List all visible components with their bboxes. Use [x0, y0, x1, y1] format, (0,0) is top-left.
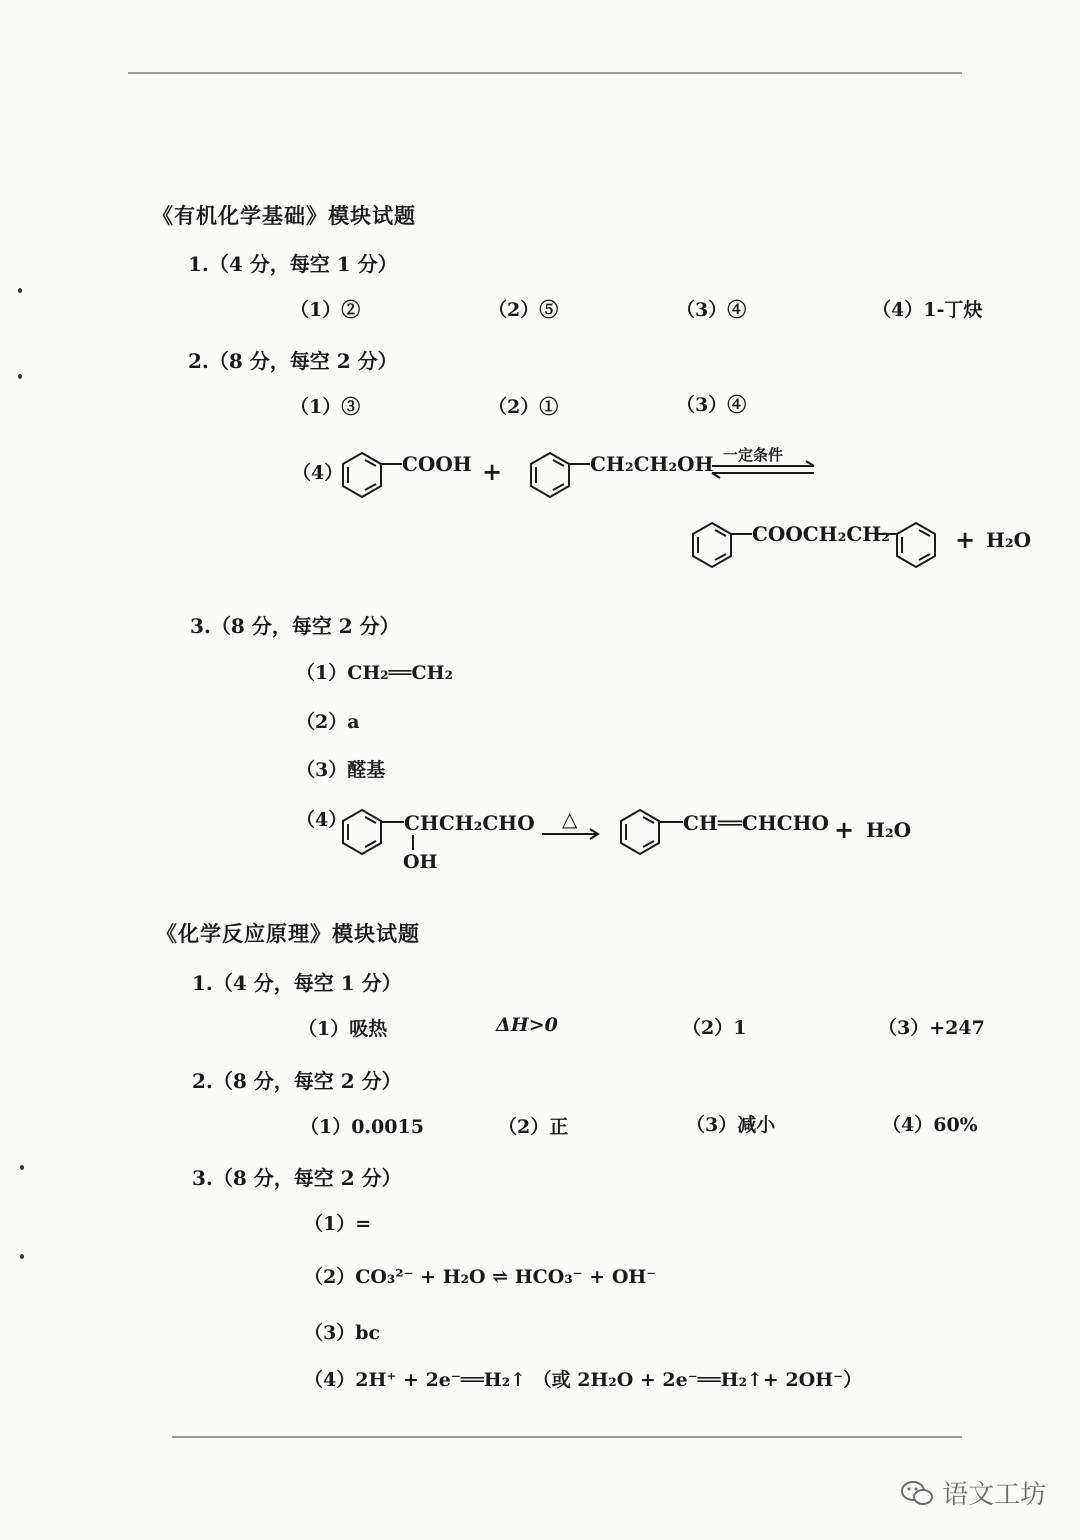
question-header: 1.（4 分，每空 1 分） — [188, 252, 398, 276]
reaction-condition: △ — [562, 807, 578, 831]
product-ester: COOCH₂CH₂ — [752, 522, 890, 546]
plus-sign: + — [482, 457, 503, 486]
module-title-reaction-principles: 《化学反应原理》模块试题 — [156, 921, 420, 946]
byproduct-water: H₂O — [986, 528, 1032, 552]
reaction-label: （4） — [296, 809, 348, 831]
answer: （3）④ — [676, 299, 747, 321]
watermark-text: 语文工坊 — [942, 1480, 1047, 1510]
scan-speck — [18, 288, 22, 293]
question-header: 1.（4 分，每空 1 分） — [192, 971, 402, 995]
benzene-ring-icon — [343, 810, 381, 854]
question-header: 3.（8 分，每空 2 分） — [192, 1166, 402, 1190]
answer: （4）1-丁炔 — [872, 299, 983, 321]
benzene-ring-icon — [343, 453, 381, 497]
question-header: 2.（8 分，每空 2 分） — [192, 1069, 402, 1093]
answer: （1）③ — [290, 396, 361, 418]
benzene-ring-icon — [693, 523, 731, 567]
esterification-reaction — [330, 440, 1050, 580]
dehydration-reaction — [330, 800, 930, 880]
answer: （1）= — [304, 1213, 372, 1235]
hydroxyl-group: OH — [403, 851, 438, 873]
module-title-organic: 《有机化学基础》模块试题 — [152, 203, 416, 228]
reactant-aldehyde: CHCH₂CHO — [404, 811, 535, 835]
bottom-rule — [172, 1436, 962, 1438]
answer: （2）① — [488, 396, 559, 418]
answer-ionic-equation: （2）CO₃²⁻ + H₂O ⇌ HCO₃⁻ + OH⁻ — [304, 1266, 657, 1288]
scan-speck — [20, 1165, 24, 1170]
answer: （3）醛基 — [296, 759, 386, 781]
answer: （1）② — [290, 299, 361, 321]
reactant-acid: COOH — [402, 452, 472, 476]
question-header: 3.（8 分，每空 2 分） — [190, 614, 400, 638]
answer-electrode-equation: （4）2H⁺ + 2e⁻══H₂↑ （或 2H₂O + 2e⁻══H₂↑+ 2OH⁻） — [304, 1369, 863, 1391]
answer: （2）⑤ — [488, 299, 559, 321]
scan-speck — [18, 374, 22, 379]
answer: （2）1 — [682, 1017, 747, 1039]
scan-speck — [20, 1254, 24, 1259]
product-cinnamaldehyde: CH══CHCHO — [683, 811, 829, 835]
benzene-ring-icon — [621, 810, 659, 854]
top-rule — [128, 72, 962, 74]
answer: （2）正 — [498, 1116, 569, 1138]
reaction-condition: 一定条件 — [723, 446, 784, 464]
answer: （3）+247 — [878, 1017, 985, 1039]
watermark — [900, 1474, 1046, 1511]
reaction-label: （4） — [292, 462, 344, 484]
benzene-ring-icon — [531, 453, 569, 497]
byproduct-water: H₂O — [866, 818, 912, 842]
answer: （3）④ — [676, 394, 747, 416]
answer: （1）0.0015 — [300, 1116, 424, 1138]
answer: （3）减小 — [686, 1114, 776, 1136]
wechat-icon — [900, 1479, 934, 1507]
answer: （1）吸热 — [298, 1018, 388, 1040]
answer: （1）CH₂══CH₂ — [296, 662, 453, 684]
benzene-ring-icon — [897, 523, 935, 567]
reactant-alcohol: CH₂CH₂OH — [590, 452, 714, 476]
answer: ΔH>0 — [496, 1014, 558, 1036]
plus-sign: + — [955, 525, 976, 554]
answer: （3）bc — [304, 1322, 381, 1344]
question-header: 2.（8 分，每空 2 分） — [188, 349, 398, 373]
answer: （4）60% — [882, 1114, 978, 1136]
plus-sign: + — [834, 815, 855, 844]
answer: （2）a — [296, 711, 360, 733]
